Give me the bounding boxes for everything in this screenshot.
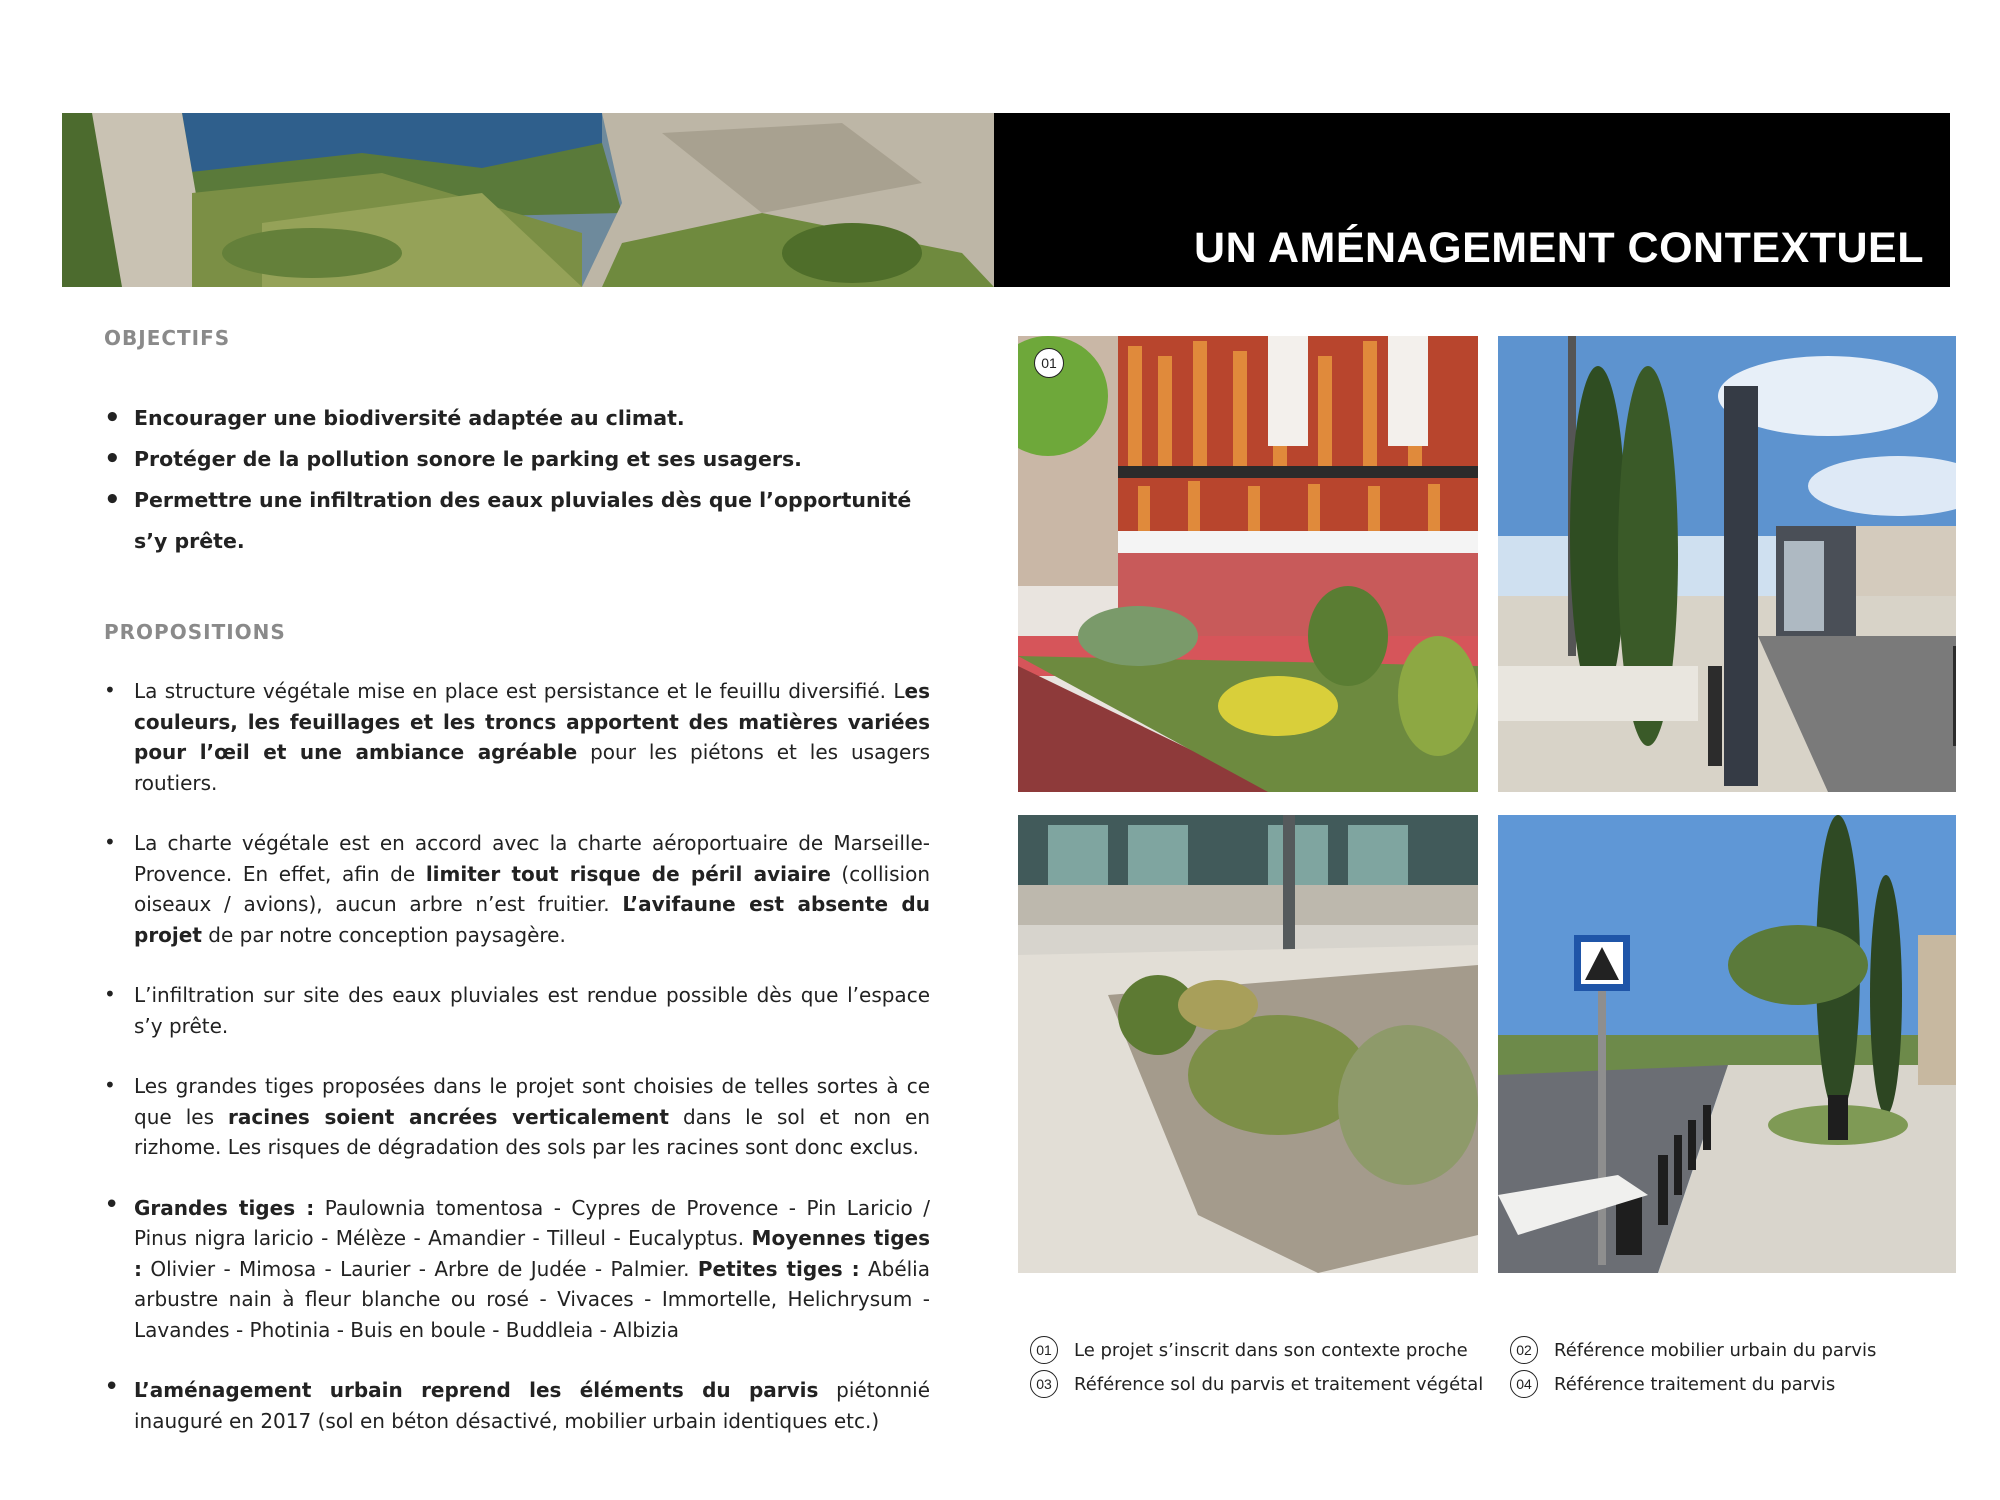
banner-title-bar [994,113,1950,287]
photo-street-furniture [1498,336,1956,792]
text-run: de par notre conception paysagère. [201,922,566,947]
caption-item [1030,1336,1468,1364]
caption-number: 02 [1510,1336,1538,1364]
list-item: • L’infiltration sur site des eaux pluviales est rendue possible dès que l’espace s’y prête. [104,980,930,1041]
list-item [104,676,930,798]
text-run: Moyennes tiges : [134,1226,931,1281]
text-run: limiter tout risque de péril aviaire [425,861,831,886]
objectives-list [104,398,934,562]
banner-landscape-photo [62,113,994,287]
caption-text: Référence traitement du parvis [1554,1373,1836,1395]
text-run: dans le sol et non en rizhome. Les risques de dégradation des sols par les racines sont donc exclus. [134,1104,931,1159]
list-item [104,1071,930,1163]
text-run: Grandes tiges : [134,1195,315,1220]
photo-parvis-treatment [1498,815,1956,1273]
list-item [104,1375,930,1436]
text-run: La structure végétale mise en place est persistance et le feuillu diversifié. L [134,679,905,703]
caption-item [1510,1336,1876,1364]
text-run: Paulownia tomentosa - Cypres de Provence - Pin Laricio / Pinus nigra laricio - Mélèze - Amandier - Tilleul - Eucalyptus. [134,1195,930,1250]
text-run: racines soient ancrées verticalement [228,1104,669,1129]
list-item: • Permettre une infiltration des eaux pluviales dès que l’opportunité s’y prête. [104,480,934,562]
text-run: Olivier - Mimosa - Laurier - Arbre de Judée - Palmier. [142,1256,698,1281]
text-run: Les grandes tiges proposées dans le projet sont choisies de telles sortes à ce que les [134,1074,930,1129]
caption-number: 03 [1030,1370,1058,1398]
caption-number: 01 [1030,1336,1058,1364]
propositions-heading: PROPOSITIONS [104,620,286,644]
photo-number-badge: 01 [1034,348,1064,378]
text-run: L’avifaune est absente du projet [134,892,930,947]
caption-text: Le projet s’inscrit dans son contexte proche [1074,1339,1468,1361]
list-item [104,1193,930,1346]
photo-ground-planting [1018,815,1478,1273]
caption-text: Référence mobilier urbain du parvis [1554,1339,1877,1361]
text-run: es couleurs, les feuillages et les troncs apportent des matières variées pour l’œil et une ambiance agréable [134,679,930,764]
text-run: Abélia arbustre nain à fleur blanche ou rosé - Vivaces - Immortelle, Helichrysum - Lavandes - Photinia - Buis en boule - Buddleia - Albizia [134,1256,930,1342]
text-run: L’aménagement urbain reprend les éléments du parvis [134,1378,819,1402]
propositions-list [104,676,930,1466]
list-item: • Encourager une biodiversité adaptée au climat. [104,398,934,439]
caption-text: Référence sol du parvis et traitement végétal [1074,1373,1484,1395]
page-title: UN AMÉNAGEMENT CONTEXTUEL [1194,224,1924,272]
text-run: La charte végétale est en accord avec la charte aéroportuaire de Marseille-Provence. En effet, afin de [134,831,930,886]
objectives-heading: OBJECTIFS [104,326,231,350]
text-run: pour les piétons et les usagers routiers. [134,740,930,795]
text-run: Petites tiges : [697,1256,860,1281]
list-item: • Protéger de la pollution sonore le parking et ses usagers. [104,439,934,480]
photo-project-rendering [1018,336,1478,792]
caption-number: 04 [1510,1370,1538,1398]
list-item [104,828,930,950]
caption-item [1030,1370,1483,1398]
text-run: (collision oiseaux / avions), aucun arbre n’est fruitier. [134,861,930,916]
caption-item [1510,1370,1835,1398]
text-run: piétonnié inauguré en 2017 (sol en béton désactivé, mobilier urbain identiques etc.) [134,1378,930,1433]
